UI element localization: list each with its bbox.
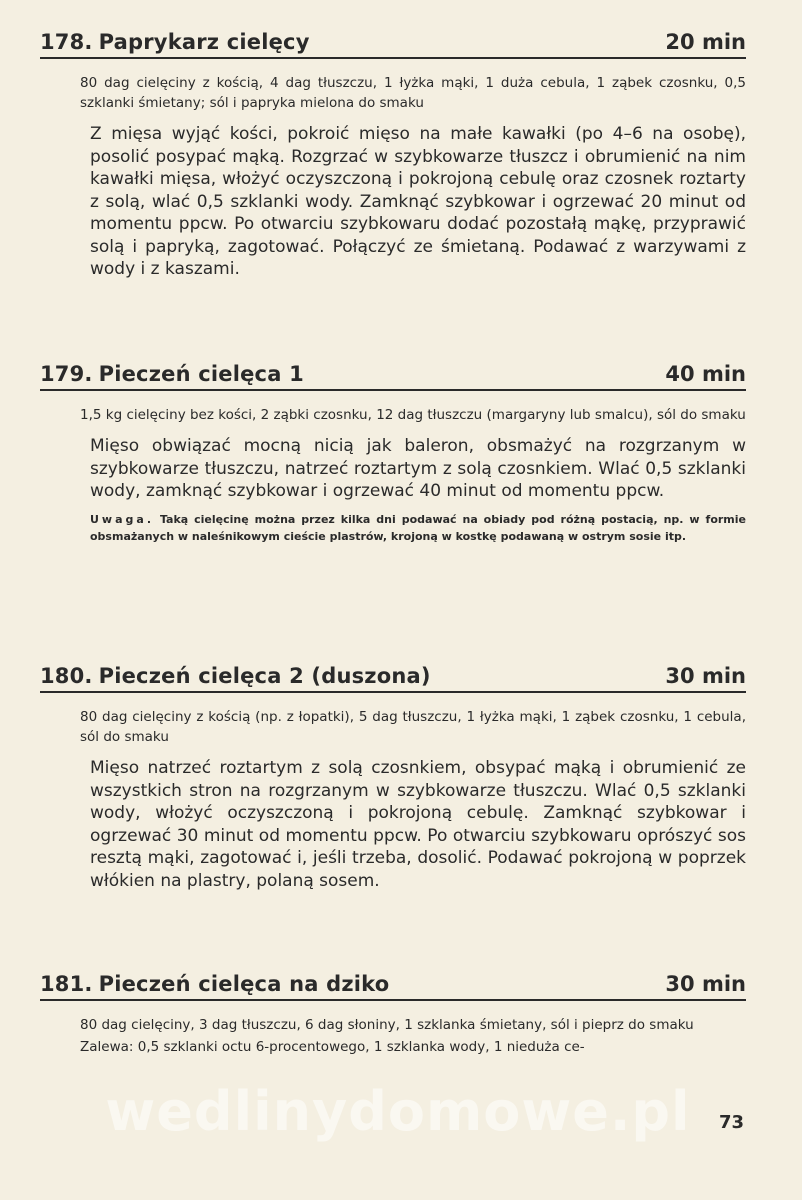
recipe-name: Pieczeń cielęca 2 (duszona) [98,664,431,688]
recipe-180 [40,664,746,892]
recipe-note [40,511,746,545]
recipe-178 [40,30,746,281]
recipe-181 [40,972,746,1057]
recipe-name: Pieczeń cielęca 1 [98,362,304,386]
recipe-ingredients: 80 dag cielęciny, 3 dag tłuszczu, 6 dag słoniny, 1 szklanka śmietany, sól i pieprz do smaku [80,1017,694,1033]
recipe-number: 181. [40,972,93,996]
recipe-number: 178. [40,30,93,54]
recipe-time: 40 min [665,362,746,386]
recipe-marinade: Zalewa: 0,5 szklanki octu 6-procentowego, 1 szklanka wody, 1 nieduża ce- [80,1039,585,1055]
recipe-ingredients: 80 dag cielęciny z kością (np. z łopatki), 5 dag tłuszczu, 1 łyżka mąki, 1 ząbek czosnku, 1 cebula, sól do smaku [80,709,746,745]
recipe-time: 20 min [665,30,746,54]
recipe-header [40,30,746,59]
recipe-method: Mięso natrzeć roztartym z solą czosnkiem, obsypać mąką i obrumienić ze wszystkich stron na rozgrzanym w szybkowarze tłuszczu. Wlać 0,5 szklanki wody, włożyć oczyszczoną i pokrojoną cebulę. Zamknąć szybkowar i ogrzewać 30 minut od momentu ppcw. Po otwarciu szybkowaru oprószyć sos resztą mąki, zagotować i, jeśli trzeba, dosolić. Podawać pokrojoną w poprzek włókien na plastry, polaną sosem. [90,758,746,891]
recipe-number: 180. [40,664,93,688]
recipe-header [40,362,746,391]
note-label: Uwaga. [90,512,154,526]
page-number: 73 [718,1112,744,1133]
recipe-time: 30 min [665,664,746,688]
recipe-method: Mięso obwiązać mocną nicią jak baleron, obsmażyć na rozgrzanym w szybkowarze tłuszczu, natrzeć roztartym z solą czosnkiem. Wlać 0,5 szklanki wody, zamknąć szybkowar i ogrzewać 40 minut od momentu ppcw. [90,436,746,501]
recipe-header [40,664,746,693]
recipe-header [40,972,746,1001]
recipe-ingredients: 1,5 kg cielęciny bez kości, 2 ząbki czosnku, 12 dag tłuszczu (margaryny lub smalcu), sól do smaku [80,407,746,423]
recipe-title [40,30,310,54]
recipe-title [40,362,304,386]
watermark: wedlinydomowe.pl [105,1080,691,1143]
recipe-name: Pieczeń cielęca na dziko [98,972,390,996]
recipe-method: Z mięsa wyjąć kości, pokroić mięso na małe kawałki (po 4–6 na osobę), posolić posypać mąką. Rozgrzać w szybkowarze tłuszcz i obrumienić na nim kawałki mięsa, włożyć oczyszczoną i pokrojoną cebulę oraz czosnek roztarty z solą, wlać 0,5 szklanki wody. Zamknąć szybkowar i ogrzewać 20 minut od momentu ppcw. Po otwarciu szybkowaru dodać pozostałą mąkę, przyprawić solą i papryką, zagotować. Połączyć ze śmietaną. Podawać z warzywami z wody i z kaszami. [90,124,746,279]
recipe-number: 179. [40,362,93,386]
recipe-title [40,972,389,996]
recipe-title [40,664,431,688]
note-text: Taką cielęcinę można przez kilka dni podawać na obiady pod różną postacią, np. w formie obsmażanych w naleśnikowym cieście plastrów, krojoną w kostkę podawaną w ostrym sosie itp. [90,512,746,543]
recipe-time: 30 min [665,972,746,996]
recipe-179 [40,362,746,545]
recipe-ingredients: 80 dag cielęciny z kością, 4 dag tłuszczu, 1 łyżka mąki, 1 duża cebula, 1 ząbek czosnku, 0,5 szklanki śmietany; sól i papryka mielona do smaku [80,75,746,111]
recipe-name: Paprykarz cielęcy [98,30,310,54]
